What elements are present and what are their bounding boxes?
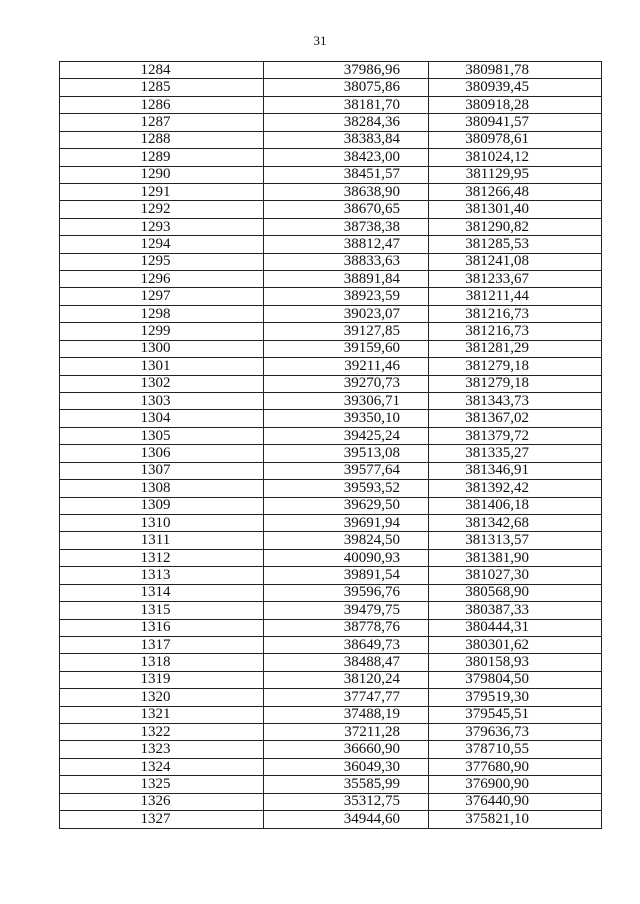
x-coordinate-cell: 39306,71 <box>264 393 429 410</box>
table-row <box>60 358 602 375</box>
x-coordinate-cell: 37211,28 <box>264 724 429 741</box>
y-coordinate-cell: 381211,44 <box>429 288 602 305</box>
y-coordinate-cell: 381335,27 <box>429 445 602 462</box>
x-coordinate-cell: 39479,75 <box>264 602 429 619</box>
point-number-cell: 1304 <box>60 410 264 427</box>
table-row <box>60 288 602 305</box>
y-coordinate-cell: 381367,02 <box>429 410 602 427</box>
table-row <box>60 636 602 653</box>
x-coordinate-cell: 39270,73 <box>264 375 429 392</box>
y-coordinate-cell: 380158,93 <box>429 654 602 671</box>
x-coordinate-cell: 40090,93 <box>264 549 429 566</box>
table-row <box>60 166 602 183</box>
point-number-cell: 1302 <box>60 375 264 392</box>
point-number-cell: 1303 <box>60 393 264 410</box>
x-coordinate-cell: 34944,60 <box>264 811 429 828</box>
table-row <box>60 514 602 531</box>
coordinates-table <box>59 61 602 829</box>
table-row <box>60 758 602 775</box>
point-number-cell: 1292 <box>60 201 264 218</box>
y-coordinate-cell: 381024,12 <box>429 149 602 166</box>
y-coordinate-cell: 381027,30 <box>429 567 602 584</box>
y-coordinate-cell: 381241,08 <box>429 253 602 270</box>
x-coordinate-cell: 35585,99 <box>264 776 429 793</box>
table-row <box>60 201 602 218</box>
y-coordinate-cell: 381129,95 <box>429 166 602 183</box>
y-coordinate-cell: 380978,61 <box>429 131 602 148</box>
point-number-cell: 1298 <box>60 305 264 322</box>
x-coordinate-cell: 37488,19 <box>264 706 429 723</box>
point-number-cell: 1308 <box>60 480 264 497</box>
table-row <box>60 445 602 462</box>
point-number-cell: 1299 <box>60 323 264 340</box>
y-coordinate-cell: 381392,42 <box>429 480 602 497</box>
page-number: 31 <box>313 33 327 48</box>
point-number-cell: 1320 <box>60 689 264 706</box>
x-coordinate-cell: 38181,70 <box>264 96 429 113</box>
x-coordinate-cell: 39211,46 <box>264 358 429 375</box>
x-coordinate-cell: 37986,96 <box>264 62 429 79</box>
y-coordinate-cell: 377680,90 <box>429 758 602 775</box>
point-number-cell: 1325 <box>60 776 264 793</box>
table-row <box>60 619 602 636</box>
x-coordinate-cell: 38638,90 <box>264 183 429 200</box>
y-coordinate-cell: 380444,31 <box>429 619 602 636</box>
table-row <box>60 689 602 706</box>
table-row <box>60 305 602 322</box>
table-row <box>60 114 602 131</box>
x-coordinate-cell: 38423,00 <box>264 149 429 166</box>
x-coordinate-cell: 38891,84 <box>264 271 429 288</box>
x-coordinate-cell: 39127,85 <box>264 323 429 340</box>
table-row <box>60 654 602 671</box>
x-coordinate-cell: 39596,76 <box>264 584 429 601</box>
x-coordinate-cell: 38670,65 <box>264 201 429 218</box>
x-coordinate-cell: 38488,47 <box>264 654 429 671</box>
table-row <box>60 706 602 723</box>
x-coordinate-cell: 39629,50 <box>264 497 429 514</box>
point-number-cell: 1316 <box>60 619 264 636</box>
table-row <box>60 323 602 340</box>
y-coordinate-cell: 381216,73 <box>429 305 602 322</box>
table-row <box>60 741 602 758</box>
y-coordinate-cell: 381266,48 <box>429 183 602 200</box>
point-number-cell: 1294 <box>60 236 264 253</box>
point-number-cell: 1309 <box>60 497 264 514</box>
y-coordinate-cell: 381285,53 <box>429 236 602 253</box>
y-coordinate-cell: 376900,90 <box>429 776 602 793</box>
y-coordinate-cell: 381281,29 <box>429 340 602 357</box>
point-number-cell: 1289 <box>60 149 264 166</box>
x-coordinate-cell: 38923,59 <box>264 288 429 305</box>
point-number-cell: 1290 <box>60 166 264 183</box>
point-number-cell: 1327 <box>60 811 264 828</box>
y-coordinate-cell: 381279,18 <box>429 358 602 375</box>
point-number-cell: 1291 <box>60 183 264 200</box>
table-row <box>60 480 602 497</box>
x-coordinate-cell: 39593,52 <box>264 480 429 497</box>
point-number-cell: 1306 <box>60 445 264 462</box>
point-number-cell: 1311 <box>60 532 264 549</box>
x-coordinate-cell: 38812,47 <box>264 236 429 253</box>
point-number-cell: 1314 <box>60 584 264 601</box>
table-row <box>60 602 602 619</box>
coordinates-table-body <box>60 62 602 829</box>
point-number-cell: 1310 <box>60 514 264 531</box>
point-number-cell: 1288 <box>60 131 264 148</box>
x-coordinate-cell: 38649,73 <box>264 636 429 653</box>
x-coordinate-cell: 39159,60 <box>264 340 429 357</box>
x-coordinate-cell: 38738,38 <box>264 218 429 235</box>
y-coordinate-cell: 379636,73 <box>429 724 602 741</box>
table-row <box>60 375 602 392</box>
point-number-cell: 1322 <box>60 724 264 741</box>
table-row <box>60 427 602 444</box>
y-coordinate-cell: 380981,78 <box>429 62 602 79</box>
table-row <box>60 497 602 514</box>
y-coordinate-cell: 381279,18 <box>429 375 602 392</box>
point-number-cell: 1286 <box>60 96 264 113</box>
table-row <box>60 393 602 410</box>
y-coordinate-cell: 381346,91 <box>429 462 602 479</box>
y-coordinate-cell: 378710,55 <box>429 741 602 758</box>
x-coordinate-cell: 38383,84 <box>264 131 429 148</box>
point-number-cell: 1317 <box>60 636 264 653</box>
y-coordinate-cell: 375821,10 <box>429 811 602 828</box>
y-coordinate-cell: 381379,72 <box>429 427 602 444</box>
y-coordinate-cell: 380941,57 <box>429 114 602 131</box>
x-coordinate-cell: 35312,75 <box>264 793 429 810</box>
table-row <box>60 410 602 427</box>
point-number-cell: 1321 <box>60 706 264 723</box>
x-coordinate-cell: 39824,50 <box>264 532 429 549</box>
table-row <box>60 218 602 235</box>
x-coordinate-cell: 37747,77 <box>264 689 429 706</box>
point-number-cell: 1300 <box>60 340 264 357</box>
x-coordinate-cell: 39513,08 <box>264 445 429 462</box>
table-row <box>60 253 602 270</box>
point-number-cell: 1318 <box>60 654 264 671</box>
point-number-cell: 1285 <box>60 79 264 96</box>
table-row <box>60 584 602 601</box>
y-coordinate-cell: 379804,50 <box>429 671 602 688</box>
y-coordinate-cell: 380387,33 <box>429 602 602 619</box>
y-coordinate-cell: 381233,67 <box>429 271 602 288</box>
x-coordinate-cell: 39023,07 <box>264 305 429 322</box>
y-coordinate-cell: 376440,90 <box>429 793 602 810</box>
x-coordinate-cell: 39425,24 <box>264 427 429 444</box>
y-coordinate-cell: 380301,62 <box>429 636 602 653</box>
y-coordinate-cell: 379519,30 <box>429 689 602 706</box>
y-coordinate-cell: 380918,28 <box>429 96 602 113</box>
y-coordinate-cell: 380939,45 <box>429 79 602 96</box>
y-coordinate-cell: 379545,51 <box>429 706 602 723</box>
table-row <box>60 549 602 566</box>
x-coordinate-cell: 39691,94 <box>264 514 429 531</box>
point-number-cell: 1293 <box>60 218 264 235</box>
table-row <box>60 532 602 549</box>
y-coordinate-cell: 381343,73 <box>429 393 602 410</box>
x-coordinate-cell: 36660,90 <box>264 741 429 758</box>
y-coordinate-cell: 380568,90 <box>429 584 602 601</box>
point-number-cell: 1287 <box>60 114 264 131</box>
x-coordinate-cell: 39350,10 <box>264 410 429 427</box>
point-number-cell: 1307 <box>60 462 264 479</box>
x-coordinate-cell: 39891,54 <box>264 567 429 584</box>
x-coordinate-cell: 39577,64 <box>264 462 429 479</box>
table-row <box>60 183 602 200</box>
y-coordinate-cell: 381290,82 <box>429 218 602 235</box>
table-row <box>60 671 602 688</box>
x-coordinate-cell: 38451,57 <box>264 166 429 183</box>
point-number-cell: 1326 <box>60 793 264 810</box>
table-row <box>60 724 602 741</box>
table-row <box>60 776 602 793</box>
x-coordinate-cell: 38075,86 <box>264 79 429 96</box>
point-number-cell: 1319 <box>60 671 264 688</box>
table-row <box>60 462 602 479</box>
point-number-cell: 1315 <box>60 602 264 619</box>
table-row <box>60 79 602 96</box>
y-coordinate-cell: 381313,57 <box>429 532 602 549</box>
point-number-cell: 1305 <box>60 427 264 444</box>
table-row <box>60 271 602 288</box>
point-number-cell: 1295 <box>60 253 264 270</box>
x-coordinate-cell: 38284,36 <box>264 114 429 131</box>
point-number-cell: 1296 <box>60 271 264 288</box>
x-coordinate-cell: 38833,63 <box>264 253 429 270</box>
y-coordinate-cell: 381301,40 <box>429 201 602 218</box>
point-number-cell: 1312 <box>60 549 264 566</box>
table-row <box>60 811 602 828</box>
y-coordinate-cell: 381342,68 <box>429 514 602 531</box>
y-coordinate-cell: 381216,73 <box>429 323 602 340</box>
table-row <box>60 131 602 148</box>
point-number-cell: 1324 <box>60 758 264 775</box>
x-coordinate-cell: 38120,24 <box>264 671 429 688</box>
point-number-cell: 1284 <box>60 62 264 79</box>
x-coordinate-cell: 36049,30 <box>264 758 429 775</box>
table-row <box>60 149 602 166</box>
x-coordinate-cell: 38778,76 <box>264 619 429 636</box>
table-row <box>60 96 602 113</box>
table-row <box>60 567 602 584</box>
point-number-cell: 1313 <box>60 567 264 584</box>
table-row <box>60 236 602 253</box>
point-number-cell: 1301 <box>60 358 264 375</box>
table-row <box>60 62 602 79</box>
point-number-cell: 1297 <box>60 288 264 305</box>
table-row <box>60 340 602 357</box>
y-coordinate-cell: 381406,18 <box>429 497 602 514</box>
table-row <box>60 793 602 810</box>
point-number-cell: 1323 <box>60 741 264 758</box>
y-coordinate-cell: 381381,90 <box>429 549 602 566</box>
